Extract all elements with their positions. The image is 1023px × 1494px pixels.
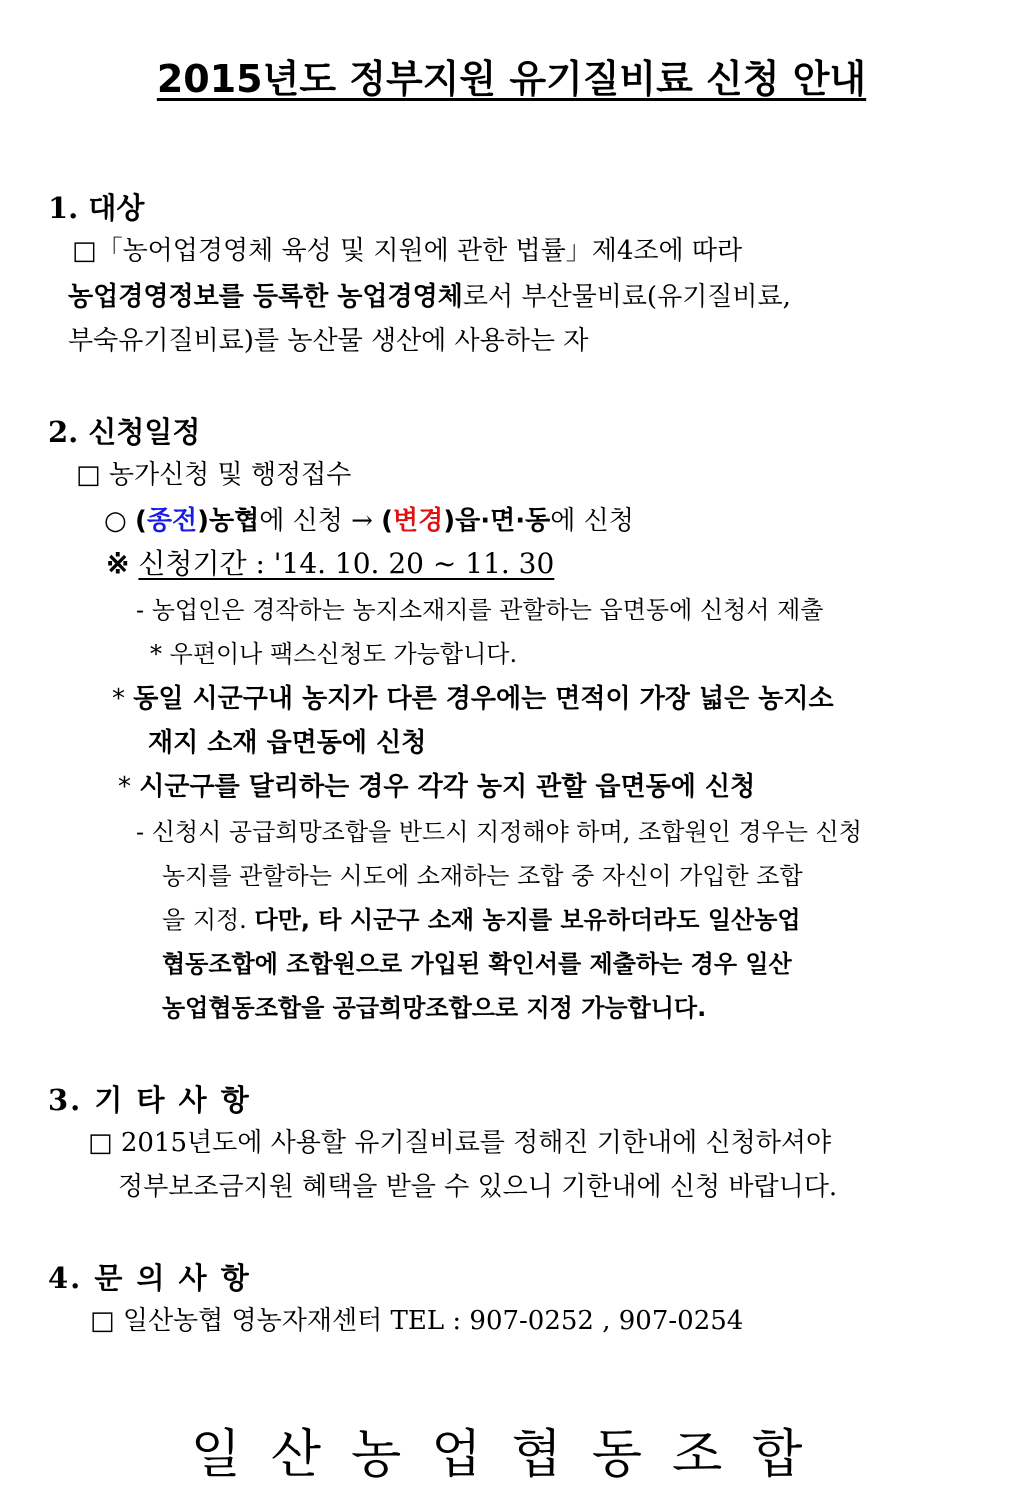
section-1-line-3: 부숙유기질비료)를 농산물 생산에 사용하는 자 <box>68 326 589 356</box>
section-2-heading: 2. 신청일정 <box>48 415 201 449</box>
paren-open-2: ( <box>381 506 394 536</box>
application-period: 신청기간 : '14. 10. 20 ~ 11. 30 <box>138 547 555 580</box>
page-title: 2015년도 정부지원 유기질비료 신청 안내 <box>156 57 867 101</box>
section-2-line-1: □ 농가신청 및 행정접수 <box>76 460 352 490</box>
section-1-line-2-rest: 로서 부산물비료(유기질비료, <box>462 282 791 312</box>
section-3-heading: 3. 기 타 사 항 <box>48 1083 251 1117</box>
section-2-line-7: 재지 소재 읍면동에 신청 <box>148 728 427 758</box>
section-2-line-13: 농업협동조합을 공급희망조합으로 지정 가능합니다. <box>162 994 707 1022</box>
section-2-line-12: 협동조합에 조합원으로 가입된 확인서를 제출하는 경우 일산 <box>162 950 792 978</box>
section-2-line-11-b: 다만, 타 시군구 소재 농지를 보유하더라도 일산농업 <box>254 906 801 934</box>
organization-signature: 일산농업협동조합 <box>190 1425 833 1485</box>
section-2-line-6-text: 동일 시군구내 농지가 다른 경우에는 면적이 가장 넓은 농지소 <box>133 684 834 714</box>
section-3-line-2: 정부보조금지원 혜택을 받을 수 있으니 기한내에 신청 바랍니다. <box>118 1172 838 1202</box>
section-2-change-line <box>104 500 634 537</box>
apply-text-1: 에 신청 → <box>259 506 382 536</box>
section-2-line-9: - 신청시 공급희망조합을 반드시 지정해야 하며, 조합원인 경우는 신청 <box>136 818 862 846</box>
old-label: 종전 <box>146 506 198 536</box>
section-2-line-5: * 우편이나 팩스신청도 가능합니다. <box>150 640 518 668</box>
paren-open-1: ( <box>134 506 147 536</box>
paren-close-2: ) <box>443 506 456 536</box>
apply-text-2: 에 신청 <box>550 506 634 536</box>
paren-close-1: ) <box>197 506 209 536</box>
circle-bullet: ○ <box>104 506 127 536</box>
section-2-line-6 <box>112 678 834 715</box>
section-2-line-10: 농지를 관할하는 시도에 소재하는 조합 중 자신이 가입한 조합 <box>162 862 803 890</box>
section-2-line-8-text: 시군구를 달리하는 경우 각각 농지 관할 읍면동에 신청 <box>139 772 756 802</box>
application-period-line <box>106 542 554 582</box>
section-2-line-11 <box>162 900 801 935</box>
contact-line: □ 일산농협 영농자재센터 TEL : 907-0252 , 907-0254 <box>90 1306 744 1336</box>
section-1-heading: 1. 대상 <box>48 191 145 225</box>
section-2-line-11-a: 을 지정. <box>162 906 255 934</box>
section-2-line-4: - 농업인은 경작하는 농지소재지를 관할하는 읍면동에 신청서 제출 <box>136 596 824 624</box>
reference-mark: ※ <box>106 547 130 580</box>
registered-farm-entity: 농업경영정보를 등록한 농업경영체 <box>68 282 463 312</box>
nonghyup-label: 농협 <box>208 506 260 536</box>
section-1-line-2 <box>68 276 791 313</box>
asterisk-mark-1: * <box>112 684 125 714</box>
asterisk-mark-2: * <box>118 772 131 802</box>
section-1-line-1: □「농어업경영체 육성 및 지원에 관한 법률」제4조에 따라 <box>72 236 743 266</box>
town-office-label: 읍·면·동 <box>455 506 551 536</box>
section-4-heading: 4. 문 의 사 항 <box>48 1261 251 1295</box>
section-3-line-1: □ 2015년도에 사용할 유기질비료를 정해진 기한내에 신청하셔야 <box>88 1128 832 1158</box>
new-label: 변경 <box>393 506 444 536</box>
section-2-line-8 <box>118 766 755 803</box>
